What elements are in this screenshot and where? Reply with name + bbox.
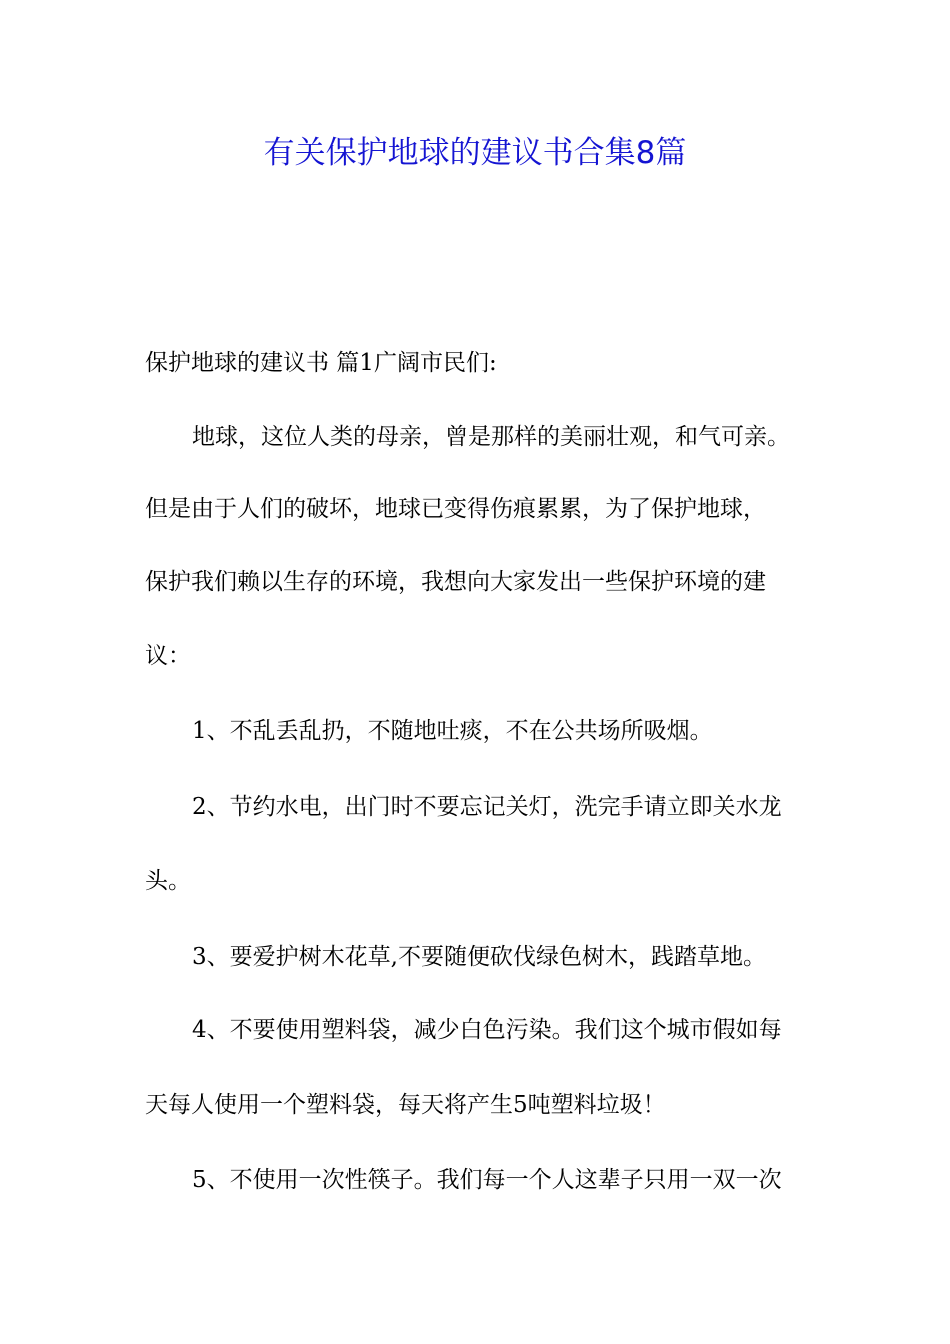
list-item: 4、不要使用塑料袋，减少白色污染。我们这个城市假如每 — [192, 1017, 782, 1043]
list-item-continuation: 头。 — [145, 868, 191, 894]
list-item-continuation: 天每人使用一个塑料袋，每天将产生5吨塑料垃圾！ — [145, 1092, 666, 1118]
paragraph-line: 议： — [145, 643, 191, 669]
list-item: 5、不使用一次性筷子。我们每一个人这辈子只用一双一次 — [192, 1167, 782, 1193]
list-item: 3、要爱护树木花草,不要随便砍伐绿色树木，践踏草地。 — [192, 944, 766, 970]
paragraph-line: 保护我们赖以生存的环境，我想向大家发出一些保护环境的建 — [145, 569, 766, 595]
paragraph-line: 但是由于人们的破坏，地球已变得伤痕累累，为了保护地球， — [145, 496, 766, 522]
list-item: 2、节约水电，出门时不要忘记关灯，洗完手请立即关水龙 — [192, 794, 782, 820]
document-title: 有关保护地球的建议书合集8篇 — [263, 135, 687, 171]
heading-line: 保护地球的建议书 篇1广阔市民们: — [145, 350, 497, 376]
list-item: 1、不乱丢乱扔，不随地吐痰，不在公共场所吸烟。 — [192, 718, 713, 744]
paragraph-line: 地球，这位人类的母亲，曾是那样的美丽壮观，和气可亲。 — [192, 424, 790, 450]
